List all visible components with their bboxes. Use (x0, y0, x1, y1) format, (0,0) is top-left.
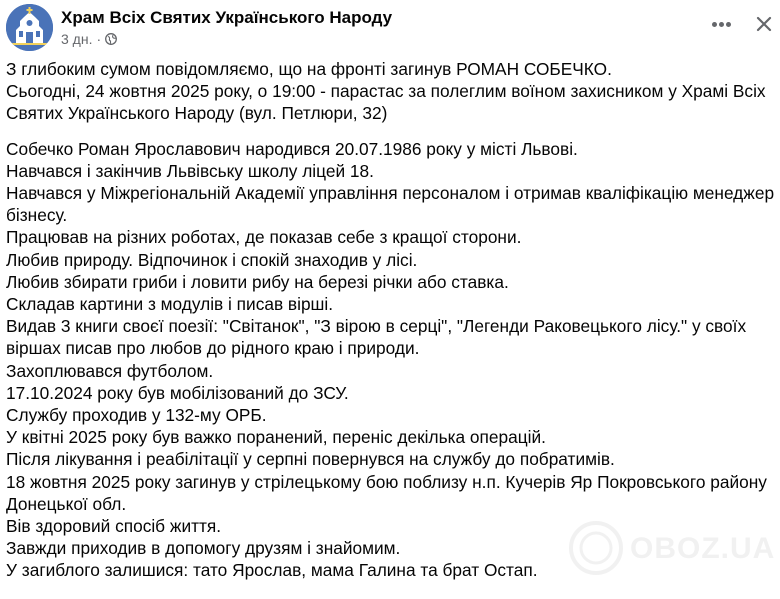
post-paragraph: Завжди приходив в допомогу друзям і знайомим. (6, 538, 401, 559)
post-paragraph: Захоплювався футболом. (6, 360, 214, 381)
meta-separator: · (96, 31, 102, 47)
post-paragraph: Службу проходив у 132-му ОРБ. (6, 405, 267, 426)
page-name-link[interactable]: Храм Всіх Святих Українського Народу (61, 8, 393, 27)
post-text (6, 58, 776, 582)
post-paragraph: Навчався і закінчив Львівську школу ліцей 18. (6, 160, 374, 181)
close-button[interactable] (750, 10, 778, 38)
post-paragraph: Любив збирати гриби і ловити рибу на березі річки або ставка. (6, 271, 509, 292)
post-paragraph: У загиблого залишися: тато Ярослав, мама Галина та брат Остап. (6, 560, 538, 581)
post-paragraph: 17.10.2024 року був мобілізований до ЗСУ. (6, 382, 349, 403)
post-paragraph: Любив природу. Відпочинок і спокій знаходив у лісі. (6, 249, 418, 270)
watermark-text: OBOZ.UA (630, 532, 776, 565)
post-paragraph: Видав 3 книги своєї поезії: "Світанок", "З вірою в серці", "Легенди Раковецького лісу." у своїх віршах писав про любов до рідного краю і природи. (6, 316, 747, 359)
page-avatar[interactable] (6, 4, 53, 51)
post-paragraph: Після лікування і реабілітації у серпні повернувся на службу до побратимів. (6, 449, 615, 470)
church-logo-icon (6, 4, 53, 51)
close-icon (750, 10, 778, 38)
post-header (6, 4, 774, 54)
post-paragraph: 18 жовтня 2025 року загинув у стрілецькому бою поблизу н.п. Кучерів Яр Покровського району Донецької обл. (6, 471, 767, 514)
post-paragraph: Собечко Роман Ярославович народився 20.07.1986 року у місті Львові. (6, 138, 578, 159)
post-paragraph: Працював на різних роботах, де показав себе з кращої сторони. (6, 227, 522, 248)
post-time[interactable]: 3 дн. (61, 31, 93, 47)
more-options-button[interactable] (706, 12, 738, 36)
post-paragraph: У квітні 2025 року був важко поранений, переніс декілька операцій. (6, 427, 546, 448)
post-paragraph: З глибоким сумом повідомляємо, що на фронті загинув РОМАН СОБЕЧКО. (6, 59, 612, 79)
post-paragraph: Вів здоровий спосіб життя. (6, 516, 222, 537)
post-paragraph: Складав картини з модулів і писав вірші. (6, 294, 334, 315)
globe-icon (105, 33, 117, 45)
post-meta (61, 31, 117, 47)
post-paragraph: Сьогодні, 24 жовтня 2025 року, о 19:00 - парастас за полеглим воїном захисником у Храмі Всіх Святих Українського Народу (вул. Петлюри, 32) (6, 81, 766, 124)
post-paragraph: Навчався у Міжрегіональній Академії управління персоналом і отримав кваліфікацію менеджер бізнесу. (6, 183, 775, 226)
